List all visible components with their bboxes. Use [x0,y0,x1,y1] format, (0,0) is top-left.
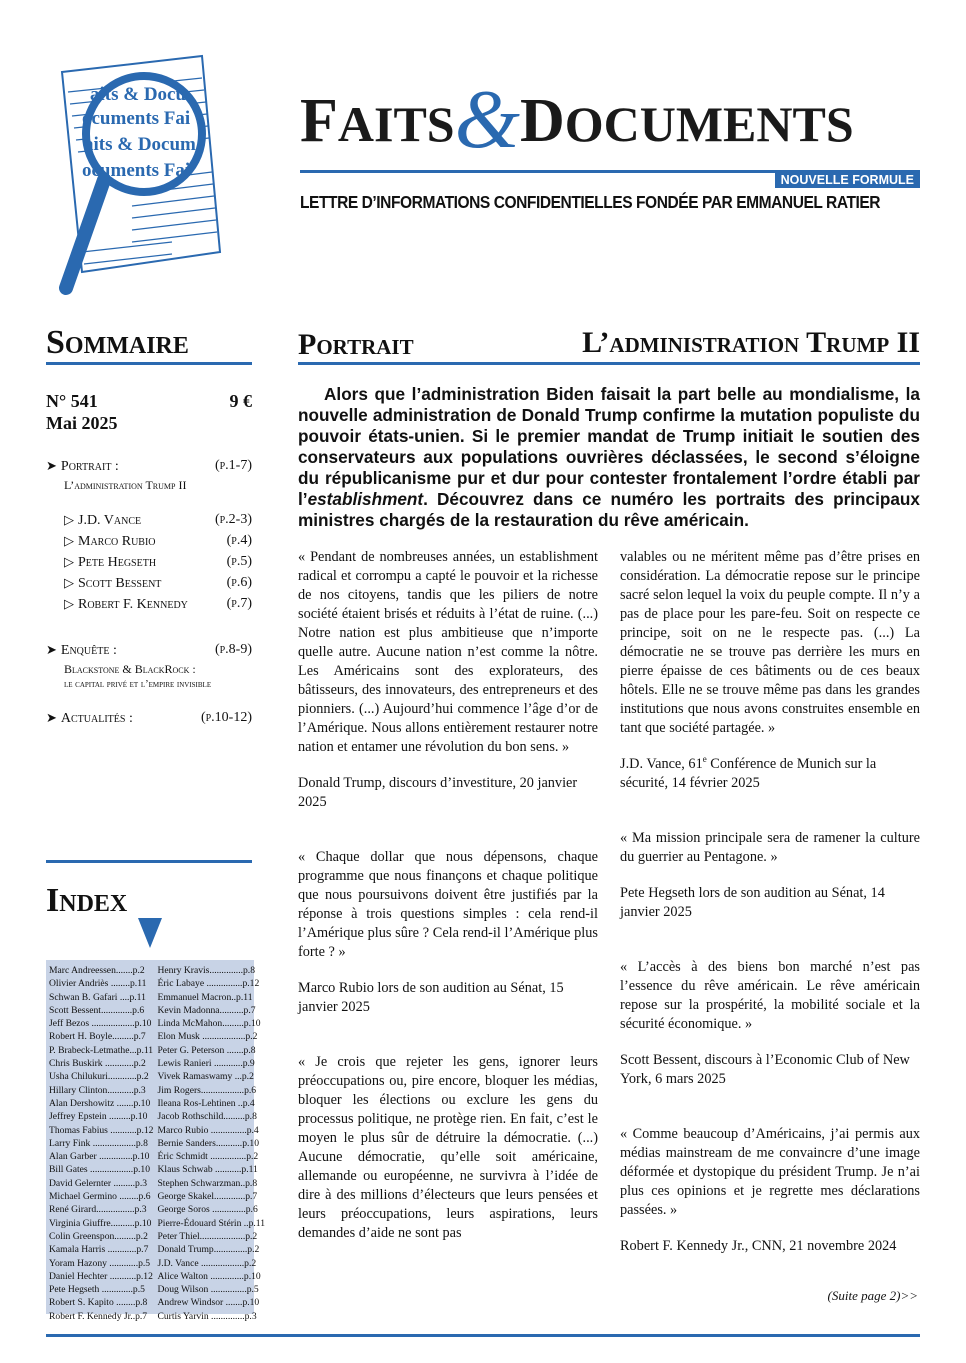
arrow-icon: ➤ [46,458,57,473]
article-subject: L’administration Trump II [582,326,920,359]
toc-sub: Blackstone & BlackRock : [64,662,196,676]
index-entry: Éric Schmidt ...............p.2 [157,1151,259,1163]
triangle-icon: ▷ [64,512,74,527]
index-entry: Vivek Ramaswamy ...p.2 [157,1071,254,1083]
index-entry: Michael Germino ........p.6 [49,1191,151,1203]
toc-person[interactable]: ▷ Scott Bessent (p.6) [64,575,252,591]
quotes-column-left [298,548,598,1260]
triangle-icon: ▷ [64,533,74,548]
index-entry: Olivier Andriès ........p.11 [49,978,147,990]
index-entry: Robert S. Kapito ........p.8 [49,1297,148,1309]
quote: « Je crois que rejeter les gens, ignorer leurs préoccupations ou, pire encore, bloquer les médias, bloquer les élections ou exclure les gens du processus politique, ne protège rien. En fait, c’est le moyen le plus sûr de détruire la démocratie. (...) Aucune démocratie, qu’elle soit américaine, allemande ou européenne, ne survivra à l’idée de dire à des millions d’électeurs que leurs pensées et leurs préoccupations, leurs aspirations, leurs demandes d’aide ne sont pas [298,1054,598,1241]
quote-source: Robert F. Kennedy Jr., CNN, 21 novembre 2024 [620,1238,897,1254]
index-entry: Robert H. Boyle.........p.7 [49,1031,146,1043]
publication-title: FAITS&DOCUMENTS [300,73,854,166]
index-entry: Lewis Ranieri ............p.9 [157,1058,255,1070]
index-entry: Virginia Giuffre..........p.10 [49,1217,152,1229]
arrow-icon: ➤ [46,642,57,657]
index-entry: Linda McMahon.........p.10 [157,1018,261,1030]
index-entry: Marco Rubio ...............p.4 [157,1124,259,1136]
quote: « Ma mission principale sera de ramener la culture du guerrier au Pentagone. » [620,830,920,865]
arrow-icon: ➤ [46,710,57,725]
index-entry: Colin Greenspon.........p.2 [49,1230,148,1242]
issue-date: Mai 2025 [46,413,118,433]
magnifier-logo [52,52,252,300]
index-entry: Emmanuel Macron..p.11 [157,991,253,1003]
svg-text:aits & Docu: aits & Docu [90,84,187,105]
sommaire-heading: Sommaire [46,324,189,361]
issue-info [46,390,252,434]
svg-text:ocuments Fai: ocuments Fai [82,108,191,129]
index-entry: George Soros ..............p.6 [157,1204,258,1216]
toc-person[interactable]: ▷ J.D. Vance (p.2-3) [64,512,252,528]
index-entry: Pierre-Édouard Stérin ..p.11 [157,1217,266,1229]
divider [46,860,252,863]
toc-page: (p.1-7) [214,458,252,473]
index-entry: Jim Rogers..................p.6 [157,1084,257,1096]
index-entry: George Skakel.............p.7 [157,1191,258,1203]
edition-bar [300,170,920,186]
index-entry: Alan Garber ..............p.10 [49,1151,150,1163]
issue-price: 9 € [229,391,252,411]
index-entry: Jacob Rothschild.........p.8 [157,1111,257,1123]
quote-source: Marco Rubio lors de son audition au Sénat, 15 janvier 2025 [298,980,564,1015]
index-entry: Andrew Windsor .......p.10 [157,1297,260,1309]
quote-source: J.D. Vance, 61e Conférence de Munich sur la sécurité, 14 février 2025 [620,754,877,791]
index-entry: Stephen Schwarzman..p.8 [157,1177,258,1189]
toc-actualites[interactable]: ➤ Actualités : (p.10-12) [46,710,252,726]
index-column [157,964,266,1322]
index-entry: J.D. Vance ..................p.2 [157,1257,257,1269]
index-box [46,960,266,1322]
index-heading: Index [46,882,128,919]
index-entry: Donald Trump..............p.2 [157,1244,260,1256]
index-entry: Ileana Ros-Lehtinen ..p.4 [157,1097,255,1109]
quote: « Pendant de nombreuses années, un establishment radical et corrompu a capté le pouvoir et la richesse de nos citoyens, tandis que les piliers de notre société étaient brisés et réduits à l’état de ruine. (...) Notre nation est plus ambitieuse que n’importe quelle autre. Aucune nation n’est comme la nôtre. Les Américains sont des explorateurs, des bâtisseurs, des innovateurs, des entrepreneurs et des pionniers. (...) Aujourd’hui commence l’âge d’or de l’Amérique. Nous allons entièrement restaurer notre nation et entamer une révolution du bon sens. » [298,549,598,755]
edition-label: NOUVELLE FORMULE [775,173,920,188]
index-entry: Alice Walton ..............p.10 [157,1270,261,1282]
index-entry: René Girard................p.3 [49,1204,147,1216]
quote: « Comme beaucoup d’Américains, j’ai permis aux médias mainstream de me convaincre d’une image déformée et dystopique du président Trump. Je n’ai plus ces opinions et je regrette mes déclarations passées. » [620,1126,920,1218]
quote: valables ou ne méritent même pas d’être prises en considération. La démocratie repose sur le principe sacré selon lequel la voix du peuple compte. Il n’y a pas de place pour les pare-feu. Soit on respecte ce principe, soit on ne le respecte pas. (...) La démocratie ne se trouve pas derrière les murs en pierre épaisse de ces bâtiments ou de ces beaux hôtels. Elle ne se trouve même pas dans les grandes institutions que nous avons construites ensemble en tant que société partagée. » [620,549,920,736]
divider [298,362,920,365]
triangle-icon: ▷ [64,575,74,590]
index-entry: Pete Hegseth .............p.5 [49,1284,145,1296]
index-entry: Yoram Hazony ............p.5 [49,1257,151,1269]
toc-person[interactable]: ▷ Robert F. Kennedy (p.7) [64,596,252,612]
index-entry: David Gelernter .........p.3 [49,1177,148,1189]
index-entry: Alan Dershowitz .......p.10 [49,1097,151,1109]
index-entry: Thomas Fabius ...........p.12 [49,1124,154,1136]
quote-source: Scott Bessent, discours à l’Economic Club of New York, 6 mars 2025 [620,1052,910,1087]
index-entry: Scott Bessent.............p.6 [49,1004,145,1016]
index-entry: Daniel Hechter ...........p.12 [49,1270,153,1282]
index-entry: Hillary Clinton...........p.3 [49,1084,146,1096]
quote-source: Pete Hegseth lors de son audition au Sénat, 14 janvier 2025 [620,885,885,920]
index-entry: Bernie Sanders...........p.10 [157,1137,259,1149]
index-entry: Kamala Harris ............p.7 [49,1244,149,1256]
toc-person[interactable]: ▷ Pete Hegseth (p.5) [64,554,252,570]
toc-sub: le capital privé et l’empire invisible [64,679,212,690]
divider [46,362,252,365]
quote: « L’accès à des biens bon marché n’est pas l’essence du rêve américain. Le rêve américain repose sur la prospérité, la mobilité sociale et la sécurité économique. » [620,959,920,1032]
triangle-icon: ▷ [64,554,74,569]
footer-rule [46,1334,920,1337]
toc-portrait[interactable] [46,456,252,493]
quote: « Chaque dollar que nous dépensons, chaque programme que nous finançons et chaque politique que nous poursuivons doivent être justifiés par la réponse à trois questions simples : cela rend-il l’Amérique plus sûre ? Cela rend-il l’Amérique plus forte ? » [298,849,598,960]
triangle-icon: ▷ [64,596,74,611]
tagline: LETTRE D’INFORMATIONS CONFIDENTIELLES FONDÉE PAR EMMANUEL RATIER [300,192,881,212]
portrait-heading: Portrait [298,328,414,361]
index-entry: Larry Fink ..................p.8 [49,1137,148,1149]
index-entry: Schwan B. Gafari ....p.11 [49,991,146,1003]
index-entry: Kevin Madonna..........p.7 [157,1004,256,1016]
continued-link[interactable]: (Suite page 2)>> [827,1288,918,1303]
quotes-column-right [620,548,920,1273]
index-entry: Éric Labaye ...............p.12 [157,978,260,990]
toc-sub: L’administration Trump II [64,478,187,492]
index-entry: Chris Buskirk ............p.2 [49,1058,146,1070]
quote-source: Donald Trump, discours d’investiture, 20 janvier 2025 [298,775,578,810]
index-entry: Doug Wilson ...............p.5 [157,1284,259,1296]
index-entry: Henry Kravis..............p.8 [157,965,255,976]
index-entry: Elon Musk ..................p.2 [157,1031,258,1043]
index-entry: P. Brabeck-Letmathe...p.11 [49,1044,154,1056]
index-entry: Curtis Yarvin ..............p.3 [157,1310,257,1322]
index-entry: Robert F. Kennedy Jr..p.7 [49,1310,148,1322]
svg-text:aits & Docum: aits & Docum [84,134,196,155]
article-lede: Alors que l’administration Biden faisait la part belle au mondialisme, la nouvelle administration de Donald Trump confirme la mutation populiste du pouvoir états-unien. Si le premier mandat de Trump initiait le soutien des conservateurs aux populations ouvrières déclassées, le second s’éloigne du républicanisme pur et dur pour contester frontalement l’ordre établi par l’establishment. Découvrez dans ce numéro les portraits des principaux ministres chargés de la restauration du rêve américain. [298,384,920,530]
index-entry: Peter Thiel...................p.2 [157,1230,258,1242]
index-entry: Bill Gates ..................p.10 [49,1164,150,1176]
index-entry: Usha Chilukuri............p.2 [49,1071,149,1083]
toc-label: Portrait : [60,459,119,474]
index-entry: Jeffrey Epstein .........p.10 [49,1111,148,1123]
issue-number: N° 541 [46,391,98,411]
index-entry: Peter G. Peterson .......p.8 [157,1044,256,1056]
svg-text:ocuments Fai: ocuments Fai [82,160,191,181]
index-column [49,964,154,1322]
toc-person[interactable]: ▷ Marco Rubio (p.4) [64,533,252,549]
toc-enquete[interactable]: ➤ Enquête : (p.8-9) Blackstone & BlackRock : le capital privé et l’empire invisible [46,640,252,693]
toc-people [46,510,252,615]
index-entry: Klaus Schwab ...........p.11 [157,1164,258,1176]
index-entry: Marc Andreessen.......p.2 [49,965,145,976]
down-triangle-icon [138,918,162,948]
index-entry: Jeff Bezos ..................p.10 [49,1018,152,1030]
